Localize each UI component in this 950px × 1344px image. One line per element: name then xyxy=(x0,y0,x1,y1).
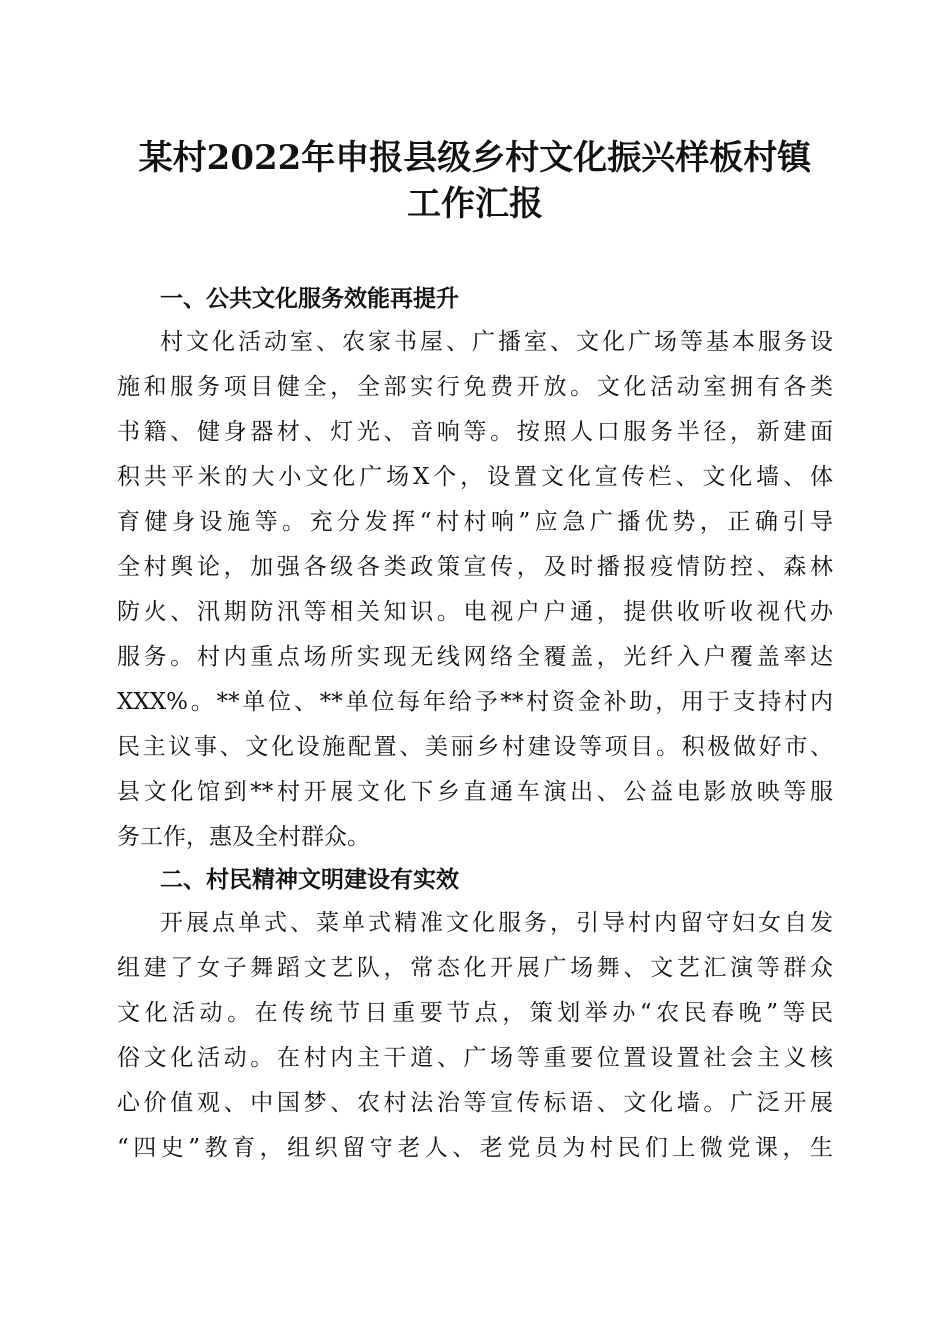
paragraph-line: 书籍、健身器材、灯光、音响等。按照人口服务半径，新建面 xyxy=(117,419,833,445)
paragraph-line: 育健身设施等。充分发挥“村村响”应急广播优势，正确引导 xyxy=(117,509,833,535)
paragraph-line: 俗文化活动。在村内主干道、广场等重要位置设置社会主义核 xyxy=(117,1045,833,1071)
paragraph-line: 施和服务项目健全，全部实行免费开放。文化活动室拥有各类 xyxy=(117,374,833,400)
paragraph-line: 心价值观、中国梦、农村法治等宣传标语、文化墙。广泛开展 xyxy=(117,1090,833,1116)
paragraph-line: 务工作，惠及全村群众。 xyxy=(117,824,370,850)
paragraph-line: 村文化活动室、农家书屋、广播室、文化广场等基本服务设 xyxy=(160,329,833,355)
paragraph-line: “四史”教育，组织留守老人、老党员为村民们上微党课，生 xyxy=(117,1135,833,1161)
document-title-line-1: 某村2022年申报县级乡村文化振兴样板村镇 xyxy=(138,138,812,178)
section-2-heading: 二、村民精神文明建设有实效 xyxy=(160,867,459,893)
paragraph-line: 县文化馆到**村开展文化下乡直通车演出、公益电影放映等服 xyxy=(117,779,833,805)
paragraph-line: 开展点单式、菜单式精准文化服务，引导村内留守妇女自发 xyxy=(160,910,833,936)
paragraph-line: 文化活动。在传统节日重要节点，策划举办“农民春晚”等民 xyxy=(117,1000,833,1026)
paragraph-line: XXX%。**单位、**单位每年给予**村资金补助，用于支持村内 xyxy=(117,689,833,715)
paragraph-line: 积共平米的大小文化广场X个，设置文化宣传栏、文化墙、体 xyxy=(117,464,833,490)
section-1-heading: 一、公共文化服务效能再提升 xyxy=(160,286,459,312)
paragraph-line: 组建了女子舞蹈文艺队，常态化开展广场舞、文艺汇演等群众 xyxy=(117,955,833,981)
paragraph-line: 服务。村内重点场所实现无线网络全覆盖，光纤入户覆盖率达 xyxy=(117,644,833,670)
paragraph-line: 民主议事、文化设施配置、美丽乡村建设等项目。积极做好市、 xyxy=(117,734,833,760)
paragraph-line: 防火、汛期防汛等相关知识。电视户户通，提供收听收视代办 xyxy=(117,599,833,625)
paragraph-line: 全村舆论，加强各级各类政策宣传，及时播报疫情防控、森林 xyxy=(117,554,833,580)
document-title-line-2: 工作汇报 xyxy=(407,184,543,224)
